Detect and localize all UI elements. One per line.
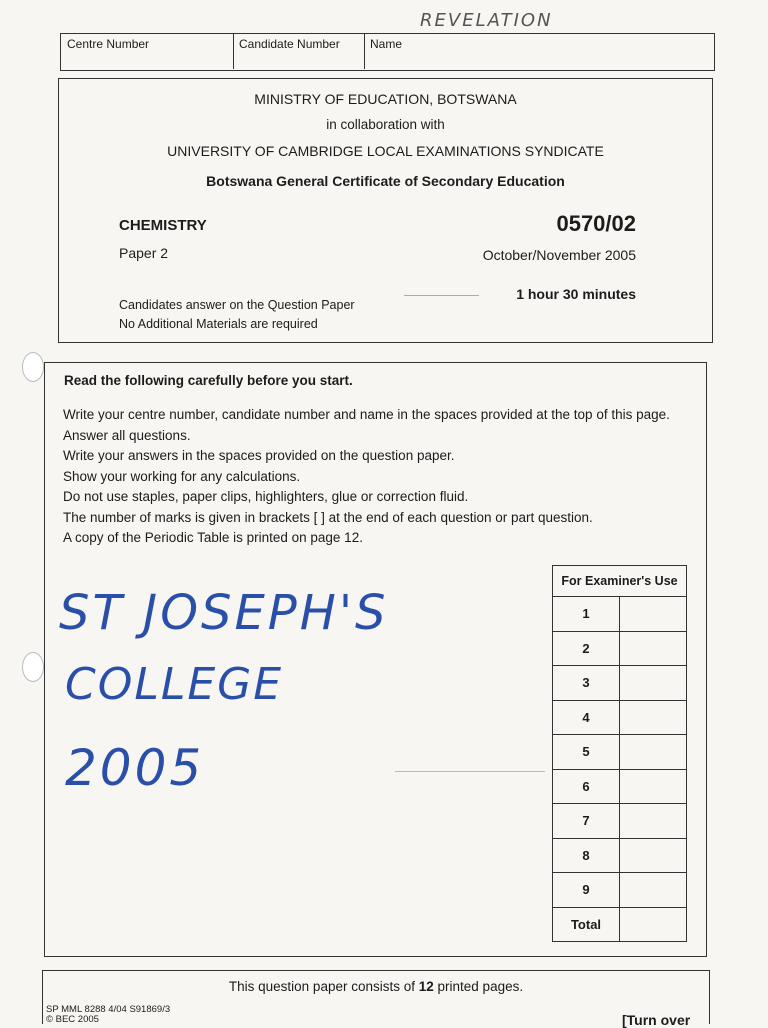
centre-number-field [61, 34, 234, 69]
total-cell[interactable] [620, 907, 687, 942]
certificate-title: Botswana General Certificate of Secondary Education [206, 173, 565, 189]
question-number: 5 [553, 735, 620, 770]
handwritten-college: COLLEGE [65, 659, 284, 710]
question-number: 2 [553, 631, 620, 666]
instruction-line: Write your answers in the spaces provided on the question paper. [63, 448, 455, 463]
answer-note: Candidates answer on the Question Paper [119, 298, 355, 312]
mark-cell[interactable] [620, 804, 687, 839]
table-row [553, 804, 687, 839]
collaboration-line: in collaboration with [326, 117, 445, 132]
instruction-line: Show your working for any calculations. [63, 468, 301, 484]
instruction-line: Write your centre number, candidate number and name in the spaces provided at the top of this page. [63, 407, 670, 422]
duration-rule [404, 295, 479, 296]
question-number: 8 [553, 838, 620, 873]
mark-cell[interactable] [620, 597, 687, 632]
mark-cell[interactable] [620, 873, 687, 908]
total-label: Total [553, 907, 620, 942]
instruction-line: Answer all questions. [63, 427, 191, 443]
table-row [553, 735, 687, 770]
instructions-heading: Read the following carefully before you start. [64, 373, 353, 388]
page-count-prefix: This question paper consists of [228, 979, 419, 994]
mark-cell[interactable] [620, 666, 687, 701]
punch-hole [22, 352, 44, 382]
table-row [553, 700, 687, 735]
instruction-line: A copy of the Periodic Table is printed on page 12. [63, 530, 363, 545]
exam-session: October/November 2005 [482, 247, 636, 263]
paper-code: 0570/02 [556, 211, 636, 236]
paper-reference: SP MML 8288 4/04 S91869/3 [46, 1004, 171, 1015]
ucles-title: UNIVERSITY OF CAMBRIDGE LOCAL EXAMINATIONS SYNDICATE [167, 143, 604, 159]
ministry-title: MINISTRY OF EDUCATION, BOTSWANA [254, 91, 517, 107]
question-number: 3 [553, 666, 620, 701]
candidate-number-label: Candidate Number [239, 37, 340, 51]
handwritten-annotation: REVELATION [420, 10, 553, 31]
candidate-details-row [60, 33, 715, 71]
centre-number-label: Centre Number [67, 37, 150, 51]
question-number: 7 [553, 804, 620, 839]
examiner-table-title: For Examiner's Use [553, 566, 687, 597]
page-count: 12 [418, 979, 434, 994]
page-count-line [42, 979, 710, 994]
instruction-line: The number of marks is given in brackets [ ] at the end of each question or part question. [63, 509, 593, 525]
question-number: 1 [553, 597, 620, 632]
title-block [58, 78, 713, 343]
mark-cell[interactable] [620, 631, 687, 666]
table-row [553, 907, 687, 942]
mark-cell[interactable] [620, 769, 687, 804]
instructions-list [63, 405, 698, 549]
subject-title: CHEMISTRY [119, 217, 207, 234]
table-row [553, 666, 687, 701]
materials-note: No Additional Materials are required [119, 317, 318, 331]
exam-duration: 1 hour 30 minutes [516, 286, 636, 302]
table-row [553, 597, 687, 632]
mark-cell[interactable] [620, 838, 687, 873]
table-row [553, 769, 687, 804]
paper-number: Paper 2 [119, 245, 169, 261]
instructions-block [44, 362, 707, 957]
mark-cell[interactable] [620, 700, 687, 735]
name-field [364, 34, 714, 69]
turn-over: [Turn over [622, 1012, 691, 1028]
table-row [553, 873, 687, 908]
mark-cell[interactable] [620, 735, 687, 770]
question-number: 6 [553, 769, 620, 804]
handwritten-year: 2005 [65, 739, 205, 797]
handwritten-school-name: ST JOSEPH'S [59, 585, 389, 641]
table-row [553, 631, 687, 666]
page-count-suffix: printed pages. [433, 979, 524, 994]
punch-hole [22, 652, 44, 682]
table-row [553, 838, 687, 873]
candidate-number-field [233, 34, 365, 69]
copyright: © BEC 2005 [46, 1014, 99, 1025]
question-number: 9 [553, 873, 620, 908]
name-label: Name [370, 37, 403, 51]
question-number: 4 [553, 700, 620, 735]
examiner-use-table [552, 565, 687, 942]
faint-rule [395, 771, 545, 772]
instruction-line: Do not use staples, paper clips, highlighters, glue or correction fluid. [63, 489, 469, 504]
